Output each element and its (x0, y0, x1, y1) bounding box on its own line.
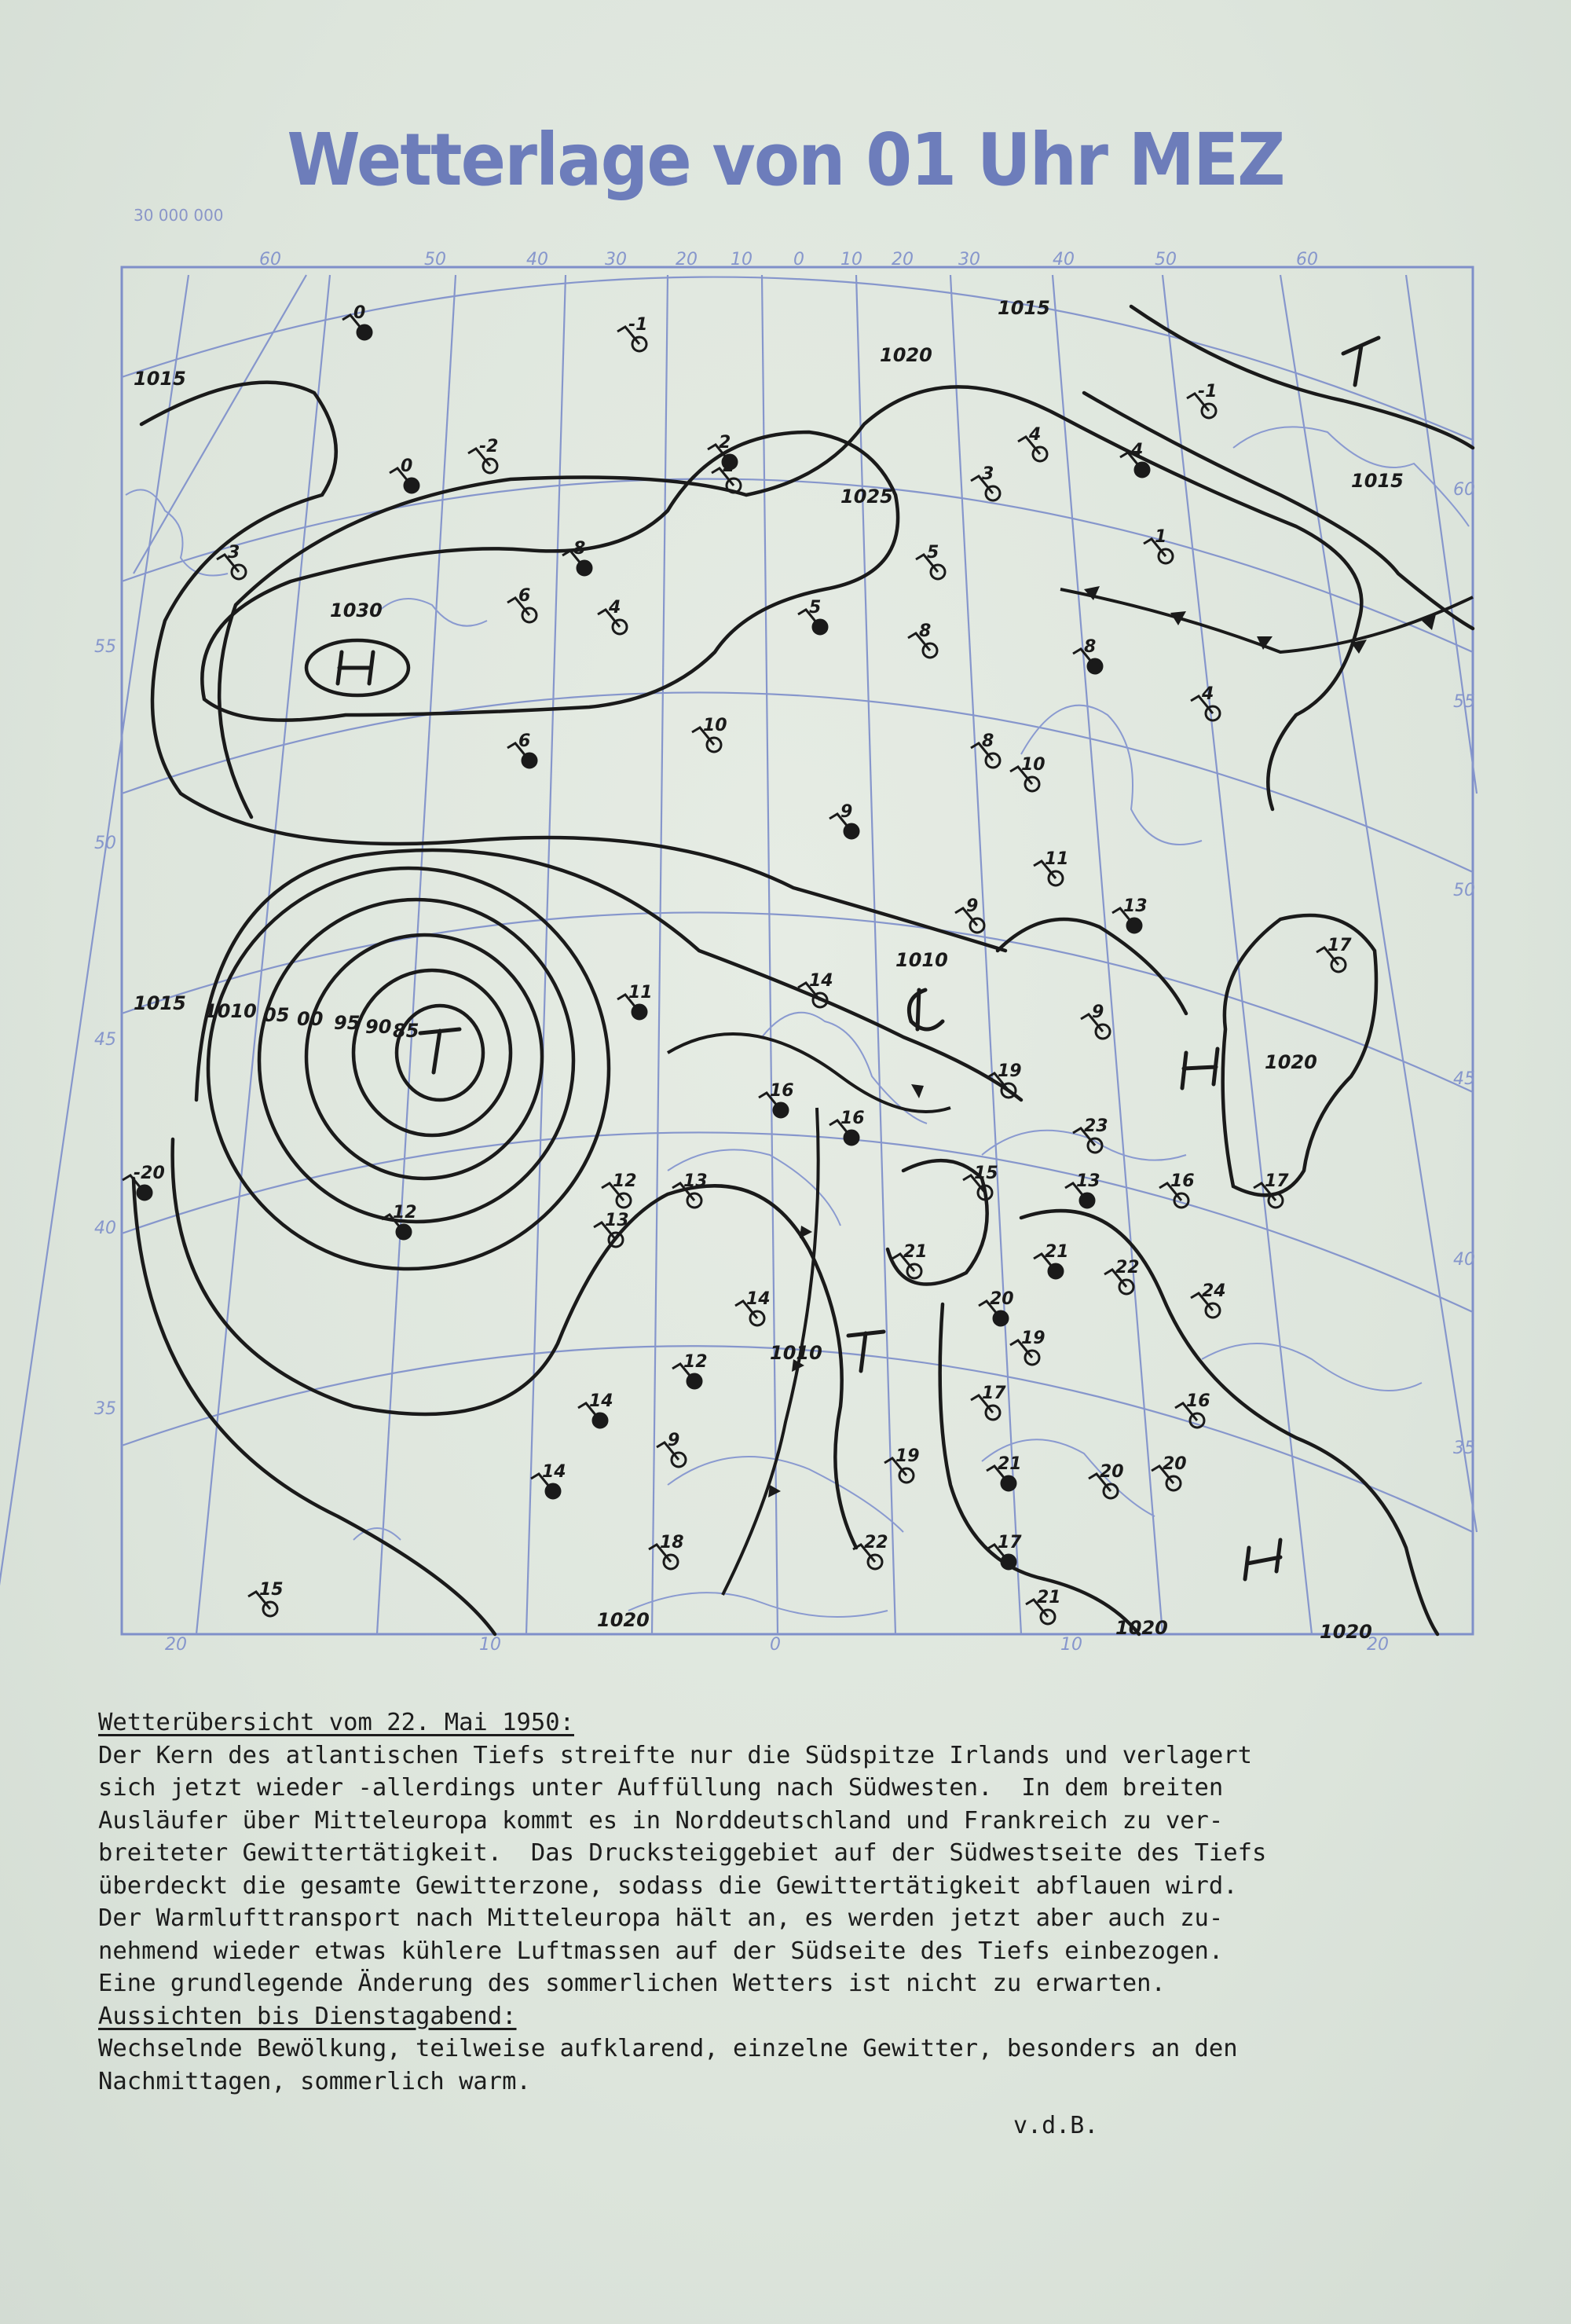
station (1018, 425, 1047, 461)
coast-iberia (668, 1457, 903, 1532)
station-value: 19 (1021, 1329, 1046, 1348)
station-value: 21 (903, 1242, 928, 1262)
station (829, 802, 859, 838)
station-value: 23 (1084, 1116, 1108, 1136)
station (798, 598, 827, 634)
station-circle (1080, 1193, 1094, 1208)
station-circle (1127, 918, 1141, 933)
station-circle (774, 1103, 788, 1117)
station (971, 464, 1000, 500)
station-value: 0 (401, 456, 413, 476)
low-center (909, 990, 943, 1029)
station (598, 598, 627, 634)
isobar-1015-north (141, 383, 1005, 951)
report-line: Der Kern des atlantischen Tiefs streifte nur die Südspitze Irlands und verlagert (98, 1741, 1253, 1769)
station-value: 21 (1037, 1588, 1061, 1607)
parallel (122, 277, 1473, 440)
station (1010, 755, 1046, 791)
station (971, 1384, 1006, 1420)
isobar-1015-south (173, 1139, 856, 1548)
station-value: 10 (703, 716, 727, 735)
station-circle (1002, 1555, 1016, 1569)
station (1191, 684, 1220, 720)
station (617, 315, 647, 351)
station-value: 19 (895, 1446, 920, 1466)
station-value: 4 (1131, 441, 1144, 460)
station-value: 13 (683, 1171, 708, 1191)
station (692, 716, 727, 752)
station-value: 5 (809, 598, 822, 618)
station (1089, 1462, 1124, 1498)
report-line: nehmend wieder etwas kühlere Luftmassen auf der Südseite des Tiefs einbezogen. (98, 1937, 1224, 1965)
station-circle (844, 824, 859, 838)
lon-label: 20 (892, 250, 914, 269)
station-circle (687, 1374, 701, 1388)
lat-label: 45 (1453, 1069, 1475, 1089)
station (829, 1109, 865, 1145)
station-value: 6 (518, 731, 531, 751)
station-value: 20 (1100, 1462, 1124, 1482)
isobar-label: 00 (297, 1008, 324, 1030)
station-value: 17 (1327, 936, 1352, 955)
parallel (122, 1132, 1473, 1312)
weather-map (94, 244, 1477, 1658)
isobar-labels (134, 297, 1404, 1643)
report-line: breiteter Gewittertätigkeit. Das Drucksteiggebiet auf der Südwestseite des Tiefs (98, 1839, 1267, 1867)
station-value: 13 (1123, 896, 1148, 916)
lon-label: 10 (840, 250, 862, 269)
station-value: 8 (919, 621, 932, 641)
station-value: 8 (573, 539, 586, 559)
lon-label: 40 (1053, 250, 1075, 269)
station (1010, 1329, 1046, 1365)
station-value: 17 (998, 1533, 1022, 1552)
station (248, 1580, 284, 1616)
scale-note: 30 000 000 (134, 206, 224, 225)
isobar-low-90 (353, 970, 511, 1135)
meridian (196, 275, 330, 1634)
coastlines (126, 427, 1469, 1617)
front-central (668, 1034, 950, 1112)
meridian (134, 275, 306, 574)
lon-label: 10 (731, 250, 753, 269)
station-value: 18 (660, 1533, 684, 1552)
station (468, 437, 498, 473)
station (1065, 1171, 1100, 1208)
coast-africa (628, 1593, 888, 1617)
station-value: 6 (518, 586, 531, 606)
station-value: -1 (628, 315, 648, 335)
report-line: Eine grundlegende Änderung des sommerlichen Wetters ist nicht zu erwarten. (98, 1970, 1166, 1997)
meridian (762, 275, 778, 1634)
isobar-1010-france (888, 1160, 987, 1284)
station (562, 539, 591, 575)
signature: v.d.B. (1013, 2112, 1099, 2139)
outlook-line: Nachmittagen, sommerlich warm. (98, 2067, 531, 2095)
station (1316, 936, 1352, 972)
station (1081, 1003, 1110, 1039)
front-marker (911, 1084, 924, 1098)
station-value: 22 (1115, 1258, 1140, 1277)
isobar-label: 05 (263, 1004, 290, 1026)
isobar-label: 1010 (770, 1342, 822, 1364)
meridian (1406, 275, 1477, 794)
station-value: 3 (982, 464, 994, 484)
station-value: 15 (259, 1580, 284, 1600)
coast-scandinavia (1021, 706, 1202, 845)
station-value: 11 (628, 983, 653, 1003)
station (908, 621, 937, 658)
station-circle (1088, 659, 1102, 673)
isobar-label: 1020 (1320, 1621, 1372, 1643)
isobar-label: 1015 (998, 297, 1050, 319)
map-frame (122, 267, 1473, 1634)
station-value: 8 (982, 731, 994, 751)
front-marker (800, 1226, 812, 1238)
isobar-label: 1010 (895, 949, 948, 971)
station-circle (1135, 463, 1149, 477)
station-circle (632, 1005, 646, 1019)
station (1152, 1454, 1187, 1490)
lon-label: 0 (793, 250, 804, 269)
station (578, 1391, 613, 1428)
station (979, 1289, 1014, 1325)
station-value: 10 (1021, 755, 1046, 775)
station-circle (844, 1131, 859, 1145)
station-value: 11 (1045, 849, 1069, 869)
station-circle (1049, 1264, 1063, 1278)
lat-label: 45 (94, 1030, 116, 1050)
meridian (1280, 275, 1477, 1532)
station-value: -2 (479, 437, 499, 456)
lon-label: 40 (526, 250, 548, 269)
isobar-label: 1020 (1115, 1617, 1168, 1639)
coast-faroe (377, 599, 487, 626)
lon-label: 0 (770, 1635, 781, 1655)
station (657, 1431, 686, 1467)
lat-label: 50 (1453, 881, 1475, 900)
station (123, 1164, 165, 1200)
station-circle (813, 620, 827, 634)
station-value: 17 (982, 1384, 1006, 1403)
station-value: 19 (998, 1061, 1022, 1081)
lon-label: 30 (605, 250, 627, 269)
lon-label: 20 (676, 250, 698, 269)
station-value: 2 (723, 456, 735, 476)
station-value: 9 (1092, 1003, 1104, 1022)
station-value: 22 (864, 1533, 888, 1552)
outlook-line: Wechselnde Bewölkung, teilweise aufklarend, einzelne Gewitter, besonders an den (98, 2035, 1238, 2062)
isobar-1015-southeast (1021, 1211, 1437, 1634)
isobars (134, 306, 1473, 1634)
lon-label: 10 (479, 1635, 501, 1655)
station-value: 12 (613, 1171, 637, 1191)
isobar-1010-east (998, 919, 1186, 1014)
station (798, 971, 833, 1007)
station-circle (397, 1225, 411, 1239)
station-value: 16 (1170, 1171, 1195, 1191)
lon-label: 10 (1060, 1635, 1082, 1655)
station-circle (994, 1311, 1008, 1325)
isobar-label: 1025 (840, 486, 893, 508)
station-value: 16 (840, 1109, 865, 1128)
station (853, 1533, 888, 1569)
station-value: 9 (840, 802, 853, 822)
station-circle (546, 1484, 560, 1498)
station (1073, 637, 1102, 673)
lat-label: 60 (1453, 480, 1475, 500)
report-heading: Wetterübersicht vom 22. Mai 1950: (98, 1709, 574, 1736)
lon-label: 50 (424, 250, 446, 269)
station-value: -20 (134, 1164, 165, 1183)
isobar-label: 1015 (134, 992, 186, 1014)
high-center (1182, 1049, 1218, 1088)
weather-report (98, 1706, 1496, 2098)
station (1034, 849, 1069, 885)
parallel (122, 479, 1473, 652)
page-title: Wetterlage von 01 Uhr MEZ (287, 118, 1284, 202)
station-value: 14 (809, 971, 833, 991)
station (1254, 1171, 1289, 1208)
isobar-label: 1020 (880, 344, 932, 366)
isobar-label: 1020 (1265, 1051, 1317, 1073)
isobar-label: 1030 (330, 599, 383, 621)
station-circle (577, 561, 591, 575)
station-value: 9 (668, 1431, 680, 1450)
station (916, 543, 945, 579)
station-value: 4 (609, 598, 621, 618)
station (342, 303, 372, 339)
station-value: 8 (1084, 637, 1097, 657)
station (1034, 1242, 1069, 1278)
report-line: Der Warmlufttransport nach Mitteleuropa hält an, es werden jetzt aber auch zu- (98, 1904, 1224, 1932)
station-value: 15 (974, 1164, 998, 1183)
weather-map-svg (94, 244, 1477, 1658)
station-value: 21 (1045, 1242, 1069, 1262)
station-value: 24 (1202, 1281, 1226, 1301)
lat-label: 35 (1453, 1439, 1475, 1458)
station-value: 13 (605, 1211, 629, 1230)
station (507, 731, 536, 768)
isobar-label: 1020 (597, 1609, 650, 1631)
isobar-1025 (202, 432, 898, 720)
station-circle (593, 1413, 607, 1428)
station (955, 896, 984, 933)
isobar-label: 95 (334, 1012, 361, 1034)
meridian (856, 275, 895, 1634)
isobar-label: 85 (393, 1020, 419, 1042)
outlook-heading: Aussichten bis Dienstagabend: (98, 2002, 517, 2030)
station-circle (357, 325, 372, 339)
station (759, 1081, 794, 1117)
station-value: 16 (1186, 1391, 1210, 1411)
lat-label: 55 (1453, 692, 1475, 712)
station (1144, 527, 1173, 563)
station-value: 17 (1265, 1171, 1289, 1191)
meridian (0, 275, 189, 1634)
station-value: 20 (1163, 1454, 1187, 1474)
high-center (1245, 1540, 1280, 1579)
lat-label: 50 (94, 834, 116, 853)
station-value: 12 (683, 1352, 708, 1372)
station (390, 456, 419, 493)
station-value: 4 (1029, 425, 1042, 445)
station-circle (405, 478, 419, 493)
station (531, 1462, 566, 1498)
high-center (338, 652, 373, 684)
station-value: 14 (589, 1391, 613, 1411)
station (649, 1533, 684, 1569)
station (1187, 382, 1217, 418)
station (382, 1203, 417, 1239)
station-value: 14 (746, 1289, 771, 1309)
lat-label: 40 (1453, 1250, 1475, 1270)
lat-label: 40 (94, 1219, 116, 1238)
front-marker (768, 1485, 781, 1497)
station-circle (1002, 1476, 1016, 1490)
station-value: 5 (927, 543, 939, 563)
report-line: sich jetzt wieder -allerdings unter Auffüllung nach Südwesten. In dem breiten (98, 1774, 1224, 1802)
station-value: 21 (998, 1454, 1022, 1474)
low-center (848, 1332, 884, 1371)
station-value: 2 (719, 433, 731, 453)
station (602, 1171, 637, 1208)
low-center (420, 1029, 460, 1072)
station-circle (137, 1186, 152, 1200)
station-value: 9 (966, 896, 979, 916)
station (735, 1289, 771, 1325)
lon-label: 60 (1296, 250, 1318, 269)
coast-balkans (1202, 1343, 1422, 1391)
lon-label: 20 (165, 1635, 187, 1655)
lon-label: 30 (958, 250, 980, 269)
station-value: 12 (393, 1203, 417, 1222)
lat-label: 55 (94, 637, 116, 657)
station-value: 4 (1202, 684, 1214, 704)
report-line: überdeckt die gesamte Gewitterzone, sodass die Gewittertätigkeit abflauen wird. (98, 1871, 1238, 1900)
lon-label: 50 (1155, 250, 1177, 269)
station (507, 586, 536, 622)
station-value: 16 (770, 1081, 794, 1101)
isobar-label: 1015 (134, 368, 186, 390)
lon-label: 20 (1367, 1635, 1389, 1655)
report-line: Ausläufer über Mitteleuropa kommt es in Norddeutschland und Frankreich zu ver- (98, 1806, 1224, 1835)
low-center (1343, 338, 1379, 385)
station-value: 20 (990, 1289, 1014, 1309)
isobar-label: 90 (365, 1016, 392, 1038)
station-value: 14 (542, 1462, 566, 1482)
station (1191, 1281, 1226, 1318)
isobar-label: 1010 (204, 1000, 257, 1022)
station-value: 3 (228, 543, 240, 563)
station-value: 0 (353, 303, 366, 323)
lon-label: 60 (259, 250, 281, 269)
station-value: 1 (1155, 527, 1167, 547)
station (1159, 1171, 1195, 1208)
station-value: 13 (1076, 1171, 1100, 1191)
station (617, 983, 653, 1019)
station (1026, 1588, 1061, 1624)
station (1112, 896, 1148, 933)
station-value: -1 (1198, 382, 1218, 401)
station (672, 1352, 708, 1388)
station-circle (522, 753, 536, 768)
station (1104, 1258, 1140, 1294)
station (987, 1454, 1022, 1490)
lat-label: 35 (94, 1399, 116, 1419)
isobar-label: 1015 (1351, 470, 1404, 492)
